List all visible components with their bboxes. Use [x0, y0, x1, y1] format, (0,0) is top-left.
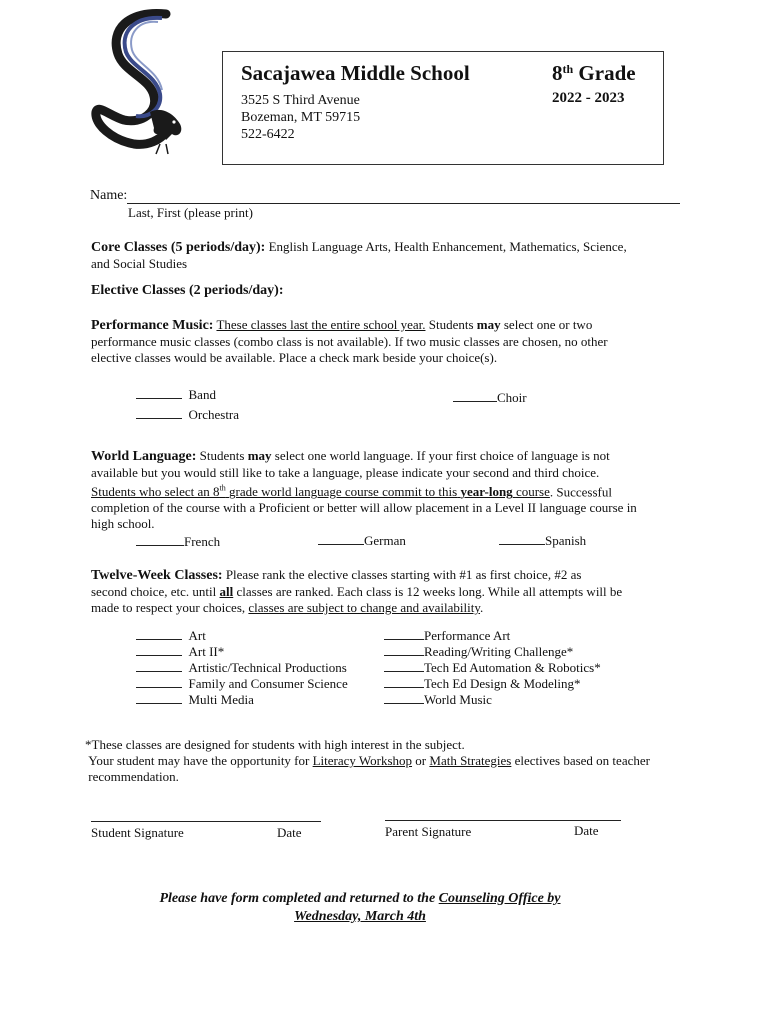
rank-blank[interactable] [136, 692, 182, 704]
option-reading-writing[interactable]: Reading/Writing Challenge* [384, 644, 601, 660]
address-city: Bozeman, MT 59715 [241, 110, 361, 125]
parent-signature-label: Parent Signature [385, 824, 472, 839]
note-line-1: *These classes are designed for students with high interest in the subject. [85, 737, 465, 752]
school-name: Sacajawea Middle School [241, 61, 470, 85]
option-performance-art[interactable]: Performance Art [384, 628, 601, 644]
rank-blank[interactable] [136, 676, 182, 688]
due-date: Wednesday, March 4th [294, 909, 426, 924]
option-art-ii[interactable]: Art II* [136, 644, 348, 660]
school-phone: 522-6422 [241, 127, 295, 142]
core-heading: Core Classes (5 periods/day): [91, 240, 266, 255]
rank-blank[interactable] [136, 628, 182, 640]
option-label: Orchestra [188, 407, 240, 422]
music-duration-note: These classes last the entire school year. [216, 317, 426, 332]
option-tech-automation[interactable]: Tech Ed Automation & Robotics* [384, 660, 601, 676]
parent-date-label: Date [574, 823, 599, 838]
music-text-2: select one or two [503, 317, 593, 332]
option-spanish[interactable] [499, 533, 586, 549]
rank-blank[interactable] [499, 533, 545, 545]
option-family-consumer[interactable]: Family and Consumer Science [136, 676, 348, 692]
rank-blank[interactable] [384, 644, 424, 656]
music-line-3: elective classes would be available. Place a check mark beside your choice(s). [91, 350, 498, 365]
music-text-1: Students [428, 317, 474, 332]
footer-text: Please have form completed and returned to the [159, 891, 436, 906]
rank-blank[interactable] [318, 533, 364, 545]
note-line-2a: Your student may have the opportunity for [88, 753, 310, 768]
core-classes-paragraph [91, 239, 681, 272]
language-may: may [247, 448, 272, 463]
rank-blank[interactable] [384, 692, 424, 704]
rank-blank[interactable] [136, 534, 184, 546]
grade-suffix: th [562, 62, 574, 76]
option-band[interactable] [136, 387, 216, 403]
grade-title [552, 61, 636, 86]
option-label: Spanish [545, 533, 587, 548]
school-year: 2022 - 2023 [552, 90, 625, 106]
twelve-all: all [219, 584, 234, 599]
option-art[interactable]: Art [136, 628, 348, 644]
language-commit-note: Students who select an 8th grade world language course commit to this year-long course [91, 484, 550, 500]
core-text: English Language Arts, Health Enhancement, Mathematics, Science, [268, 239, 627, 254]
name-label: Name: [90, 188, 128, 203]
option-choir[interactable] [453, 390, 527, 406]
option-orchestra[interactable] [136, 407, 239, 423]
grade-word: Grade [578, 61, 636, 85]
parent-signature-line[interactable] [385, 820, 621, 821]
twelve-text-3a: made to respect your choices, [91, 600, 246, 615]
twelve-text-2a: second choice, etc. until [91, 584, 217, 599]
twelve-text-1: Please rank the elective classes starting with #1 as first choice, #2 as [225, 567, 582, 582]
literacy-workshop-link: Literacy Workshop [312, 753, 413, 768]
twelve-week-left-list [136, 628, 348, 708]
twelve-availability-note: classes are subject to change and availability [248, 600, 481, 615]
return-instructions [100, 890, 620, 926]
option-french[interactable] [136, 534, 220, 550]
grade-number: 8 [552, 61, 563, 85]
elective-heading: Elective Classes (2 periods/day): [91, 283, 284, 298]
rank-blank[interactable] [136, 660, 182, 672]
note-line-3: recommendation. [88, 769, 179, 784]
option-tech-design[interactable]: Tech Ed Design & Modeling* [384, 676, 601, 692]
option-label: Band [188, 387, 216, 402]
rank-blank[interactable] [136, 644, 182, 656]
rank-blank[interactable] [384, 660, 424, 672]
language-text-2: select one world language. If your first choice of language is not [274, 448, 610, 463]
check-blank[interactable] [453, 390, 497, 402]
music-heading: Performance Music: [91, 318, 214, 333]
option-label: Choir [497, 390, 527, 405]
student-signature-line[interactable] [91, 821, 321, 822]
student-date-label: Date [277, 825, 302, 840]
language-text-1: Students [199, 448, 245, 463]
name-input-line[interactable] [127, 203, 680, 204]
rank-blank[interactable] [384, 676, 424, 688]
math-strategies-link: Math Strategies [429, 753, 512, 768]
language-line-4: completion of the course with a Proficient or better will allow placement in a Level II language course in [91, 500, 637, 516]
option-label: German [364, 533, 406, 548]
music-may: may [476, 317, 501, 332]
language-text-3: . Successful [549, 484, 612, 500]
music-line-2: performance music classes (combo class is not available). If two music classes are chosen, no other [91, 334, 608, 349]
school-address [241, 92, 360, 143]
language-heading: World Language: [91, 449, 197, 464]
twelve-week-right-list [384, 628, 601, 708]
option-artistic-technical[interactable]: Artistic/Technical Productions [136, 660, 348, 676]
option-german[interactable] [318, 533, 406, 549]
address-street: 3525 S Third Avenue [241, 93, 360, 108]
rank-blank[interactable] [384, 628, 424, 640]
music-paragraph [91, 317, 681, 366]
option-multi-media[interactable]: Multi Media [136, 692, 348, 708]
name-hint: Last, First (please print) [128, 205, 253, 220]
note-line-2b: electives based on teacher [514, 753, 650, 768]
counseling-office: Counseling Office by [438, 891, 561, 906]
language-line-2: available but you would still like to take a language, please indicate your second and third choice. [91, 465, 600, 480]
school-logo [88, 8, 198, 160]
twelve-week-paragraph: Twelve-Week Classes: Please rank the elective classes starting with #1 as first choice, #2 as second choice, etc. until all classes are ranked. Each class is 12 weeks long. While all attempts will be made to respect your choices, classes are subject to change and availability. [91, 567, 623, 615]
check-blank[interactable] [136, 407, 182, 419]
student-signature-label: Student Signature [91, 825, 184, 840]
notes-paragraph: *These classes are designed for students with high interest in the subject. Your student may have the opportunity for Literacy Workshop or Math Strategies electives based on teacher recommendation. [85, 737, 650, 784]
twelve-text-2b: classes are ranked. Each class is 12 weeks long. While all attempts will be [236, 584, 623, 599]
core-text-2: and Social Studies [91, 256, 188, 271]
check-blank[interactable] [136, 387, 182, 399]
language-line-5: high school. [91, 516, 155, 532]
option-world-music[interactable]: World Music [384, 692, 601, 708]
option-label: French [184, 534, 221, 549]
language-paragraph [91, 448, 681, 532]
twelve-week-heading: Twelve-Week Classes: [91, 568, 223, 583]
